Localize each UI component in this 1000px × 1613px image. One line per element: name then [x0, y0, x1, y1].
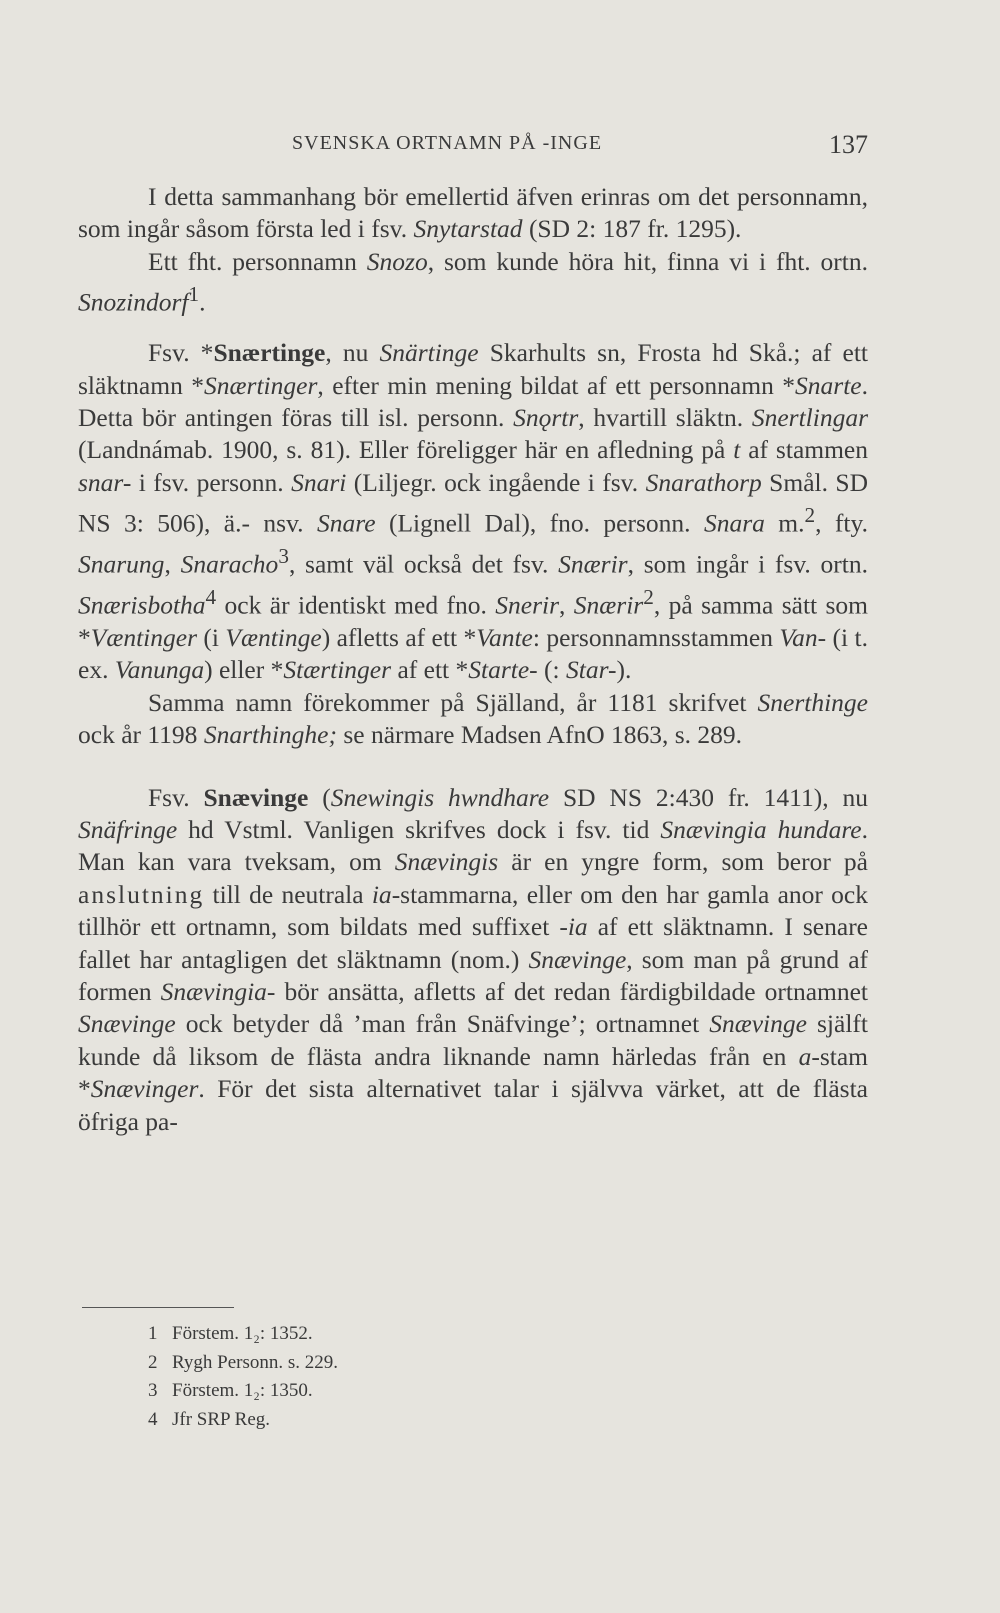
paragraph: Fsv. *Snærtinge, nu Snärtinge Skarhults sn, Frosta hd Skå.; af ett släktnamn *Snærtinger, efter min mening bildat af ett personnamn *Snarte. Detta bör antingen föras till isl. personn. Snǫrtr, hvartill släktn. Snertlingar (Landnámab. 1900, s. 81). Eller föreligger här en afledning på t af stammen snar- i fsv. personn. Snari (Liljegr. ock ingående i fsv. Snarathorp Smål. SD NS 3: 506), ä.- nsv. Snare (Lignell Dal), fno. personn. Snara m.$^2$, fty. Snarung, Snaracho$^3$, samt väl också det fsv. Snærir, som ingår i fsv. ortn. Snærisbotha$^4$ ock är identiskt med fno. Snerir, Snærir$^2$, på samma sätt som *Væntinger (i Væntinge) afletts af ett *Vante: personnamnsstammen Van- (i t. ex. Vanunga) eller *Stærtinger af ett *Starte- (: Star-). [78, 338, 869, 685]
footnote: 1 Förstem. 1₂: 1352. [148, 1323, 313, 1344]
footnote: 2 Rygh Personn. s. 229. [148, 1351, 339, 1373]
paragraph: Fsv. Snævinge (Snewingis hwndhare SD NS 2:430 fr. 1411), nu Snäfringe hd Vstml. Vanligen skrifves dock i fsv. tid Snævingia hundare. Man kan vara tveksam, om Snævingis är en yngre form, som beror på anslutning till de neutrala ia-stammarna, eller om den har gamla anor ock tillhör ett ortnamn, som bildats med suffixet -ia af ett släktnamn. I senare fallet har antagligen det släktnamn (nom.) Snævinge, som man på grund af formen Snævingia- bör ansätta, afletts af det redan färdigbildade ortnamnet Snævinge ock betyder då ’man från Snäfvinge’; ortnamnet Snævinge själft kunde då liksom de flästa andra liknande namn härledas från en a-stam *Snævinger. För det sista alternativet talar i självva värket, att de flästa öfriga pa- [78, 782, 869, 1136]
paragraph: Ett fht. personnamn Snozo, som kunde höra hit, finna vi i fht. ortn. Snozindorf$^1$. [78, 246, 868, 317]
footnote: 3 Förstem. 1₂: 1350. [148, 1380, 313, 1401]
main-text [78, 181, 868, 1138]
paragraph: I detta sammanhang bör emellertid äfven erinras om det personnamn, som ingår såsom första led i fsv. Snytarstad (SD 2: 187 fr. 1295). [78, 182, 868, 244]
footnote-rule [82, 1307, 234, 1308]
running-header [78, 132, 868, 166]
footnotes [148, 1320, 748, 1434]
page-number: 137 [829, 130, 868, 159]
running-title: SVENSKA ORTNAMN PÅ -INGE [292, 132, 603, 154]
footnote: 4 Jfr SRP Reg. [148, 1408, 271, 1430]
paragraph: Samma namn förekommer på Själland, år 1181 skrifvet Snerthinge ock år 1198 Snarthinghe; se närmare Madsen AfnO 1863, s. 289. [78, 687, 868, 750]
